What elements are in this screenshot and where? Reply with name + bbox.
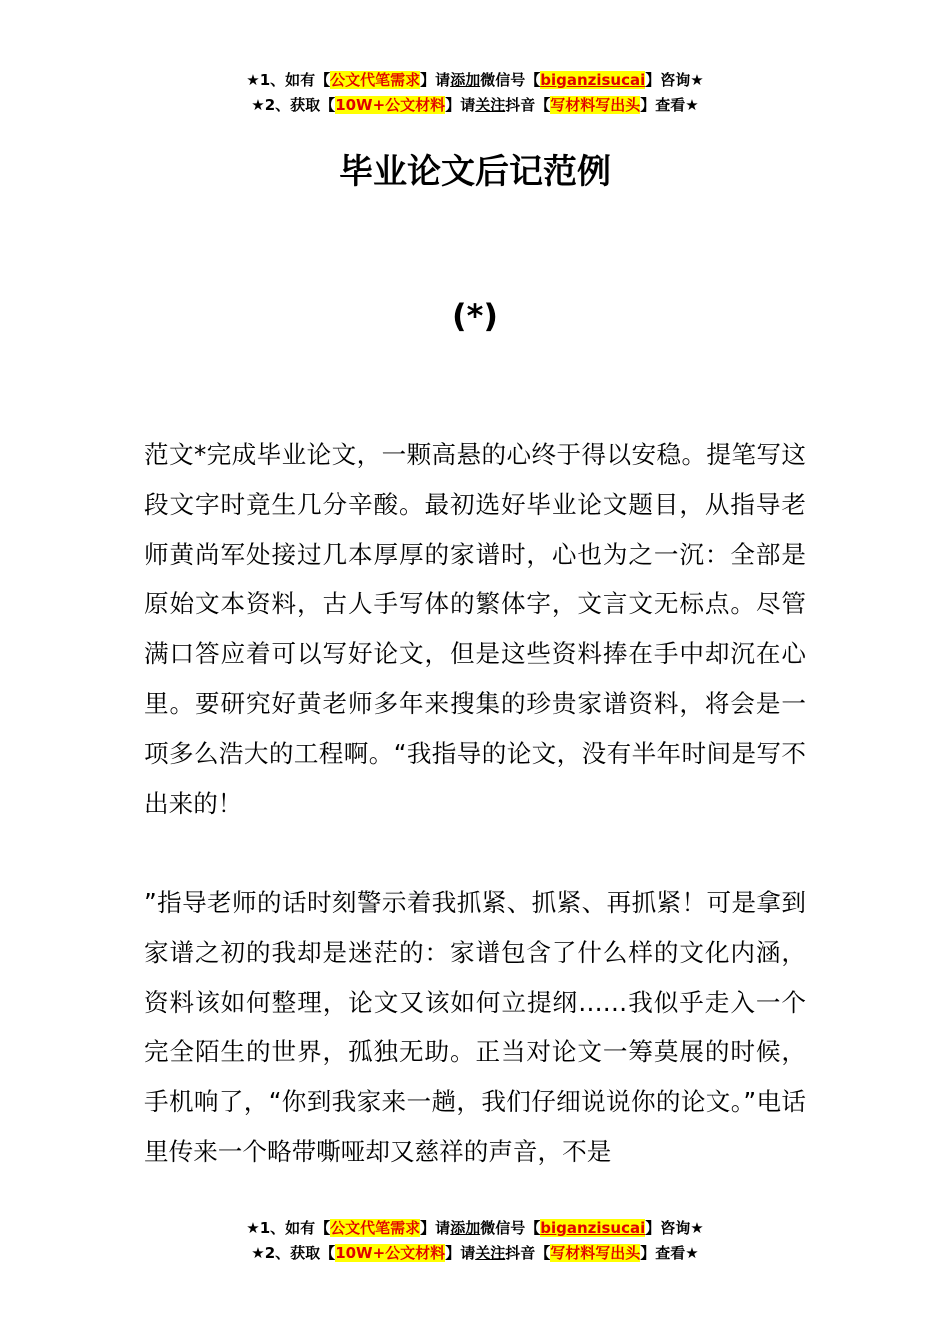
banner-underlined: 关注 [475, 96, 506, 114]
banner-line-2 [0, 1241, 950, 1266]
banner-text: ★2、获取【 [251, 96, 336, 114]
banner-line-2 [0, 93, 950, 118]
header-banner [0, 68, 950, 118]
banner-text: 】请 [420, 1219, 451, 1237]
banner-text: ★2、获取【 [251, 1244, 336, 1262]
footer-banner [0, 1216, 950, 1266]
banner-text: ★1、如有【 [246, 1219, 331, 1237]
banner-text: 】请 [445, 1244, 476, 1262]
paragraph-2: ”指导老师的话时刻警示着我抓紧、抓紧、再抓紧！可是拿到家谱之初的我却是迷茫的：家谱包含了什么样的文化内涵，资料该如何整理，论文又该如何立提纲……我似乎走入一个完全陌生的世界，孤独无助。正当对论文一筹莫展的时候，手机响了，“你到我家来一趟，我们仔细说说你的论文。”电话里传来一个略带嘶哑却又慈祥的声音，不是 [144, 888, 806, 1166]
banner-text: 】查看★ [640, 1244, 699, 1262]
banner-text: 】请 [445, 96, 476, 114]
banner-line-1 [0, 1216, 950, 1241]
banner-underlined: 关注 [475, 1244, 506, 1262]
paragraph-1: 范文*完成毕业论文，一颗高悬的心终于得以安稳。提笔写这段文字时竟生几分辛酸。最初选好毕业论文题目，从指导老师黄尚军处接过几本厚厚的家谱时，心也为之一沉：全部是原始文本资料，古人手写体的繁体字，文言文无标点。尽管满口答应着可以写好论文，但是这些资料捧在手中却沉在心里。要研究好黄老师多年来搜集的珍贵家谱资料，将会是一项多么浩大的工程啊。“我指导的论文，没有半年时间是写不出来的！ [144, 440, 806, 818]
banner-underlined: 添加 [450, 1219, 481, 1237]
banner-highlight: 10W+公文材料 [335, 96, 446, 114]
banner-text: 】请 [420, 71, 451, 89]
banner-text: ★1、如有【 [246, 71, 331, 89]
banner-highlight: 公文代笔需求 [330, 1219, 421, 1237]
banner-underlined: 添加 [450, 71, 481, 89]
banner-line-1 [0, 68, 950, 93]
banner-text: 抖音【 [505, 96, 551, 114]
banner-wechat-id: biganzisucai [540, 71, 646, 89]
banner-text: 微信号【 [480, 71, 541, 89]
banner-highlight: 公文代笔需求 [330, 71, 421, 89]
document-title: 毕业论文后记范例 [339, 152, 611, 192]
banner-douyin-id: 写材料写出头 [550, 96, 641, 114]
banner-text: 抖音【 [505, 1244, 551, 1262]
banner-text: 】咨询★ [645, 71, 704, 89]
banner-text: 微信号【 [480, 1219, 541, 1237]
banner-wechat-id: biganzisucai [540, 1219, 646, 1237]
banner-text: 】查看★ [640, 96, 699, 114]
banner-text: 】咨询★ [645, 1219, 704, 1237]
banner-douyin-id: 写材料写出头 [550, 1244, 641, 1262]
banner-highlight: 10W+公文材料 [335, 1244, 446, 1262]
document-subtitle: (*) [452, 297, 498, 335]
